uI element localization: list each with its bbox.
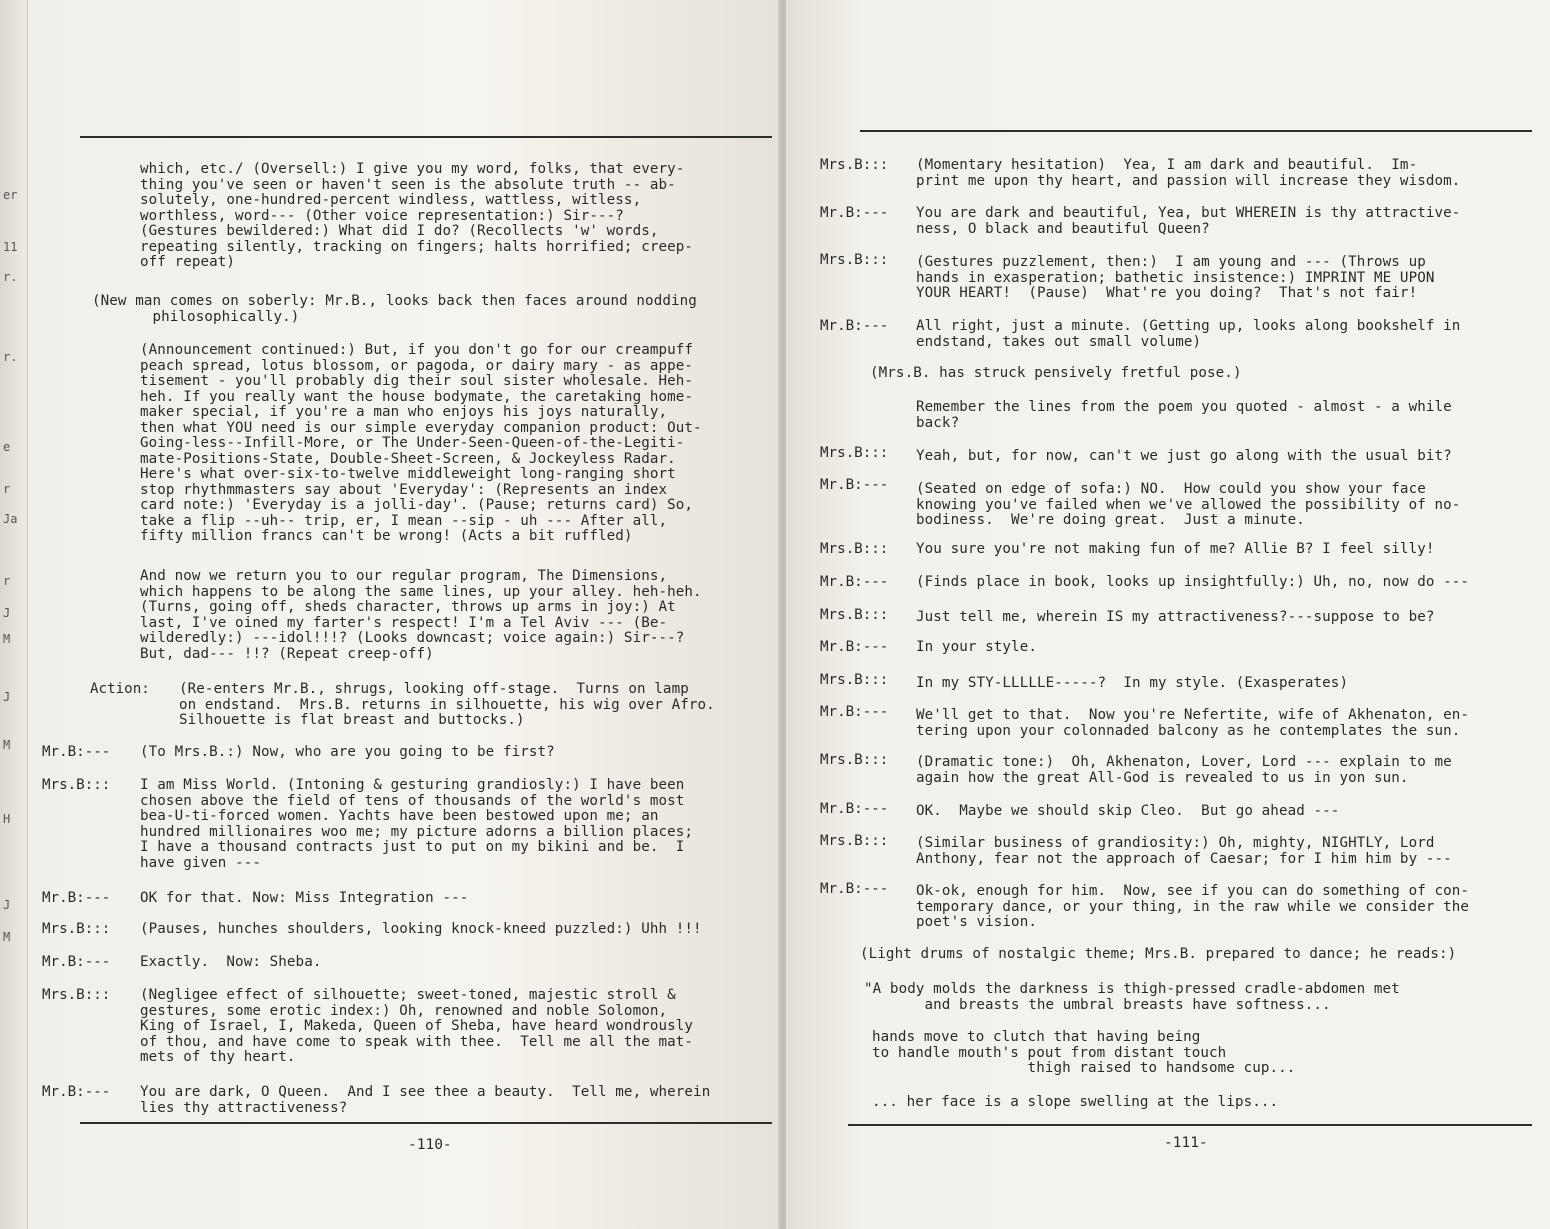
stage-direction: (New man comes on soberly: Mr.B., looks back then faces around nodding philosophically.) bbox=[92, 293, 697, 325]
edge-fragment: 11 bbox=[3, 240, 18, 254]
action-text: (Re-enters Mr.B., shrugs, looking off-stage. Turns on lamp on endstand. Mrs.B. returns in silhouette, his wig over Afro. Silhouette is flat breast and buttocks.) bbox=[179, 681, 715, 728]
edge-fragment: M bbox=[3, 738, 11, 752]
dialogue-line: Just tell me, wherein IS my attractiveness?---suppose to be? bbox=[916, 609, 1435, 625]
edge-fragment: J bbox=[3, 898, 11, 912]
dialogue-line: All right, just a minute. (Getting up, looks along bookshelf in endstand, takes out small volume) bbox=[916, 318, 1461, 350]
stage-direction: (Mrs.B. has struck pensively fretful pose.) bbox=[870, 365, 1242, 381]
speaker-label: Mr.B:--- bbox=[820, 205, 889, 221]
dialogue-line: (Momentary hesitation) Yea, I am dark and beautiful. Im- print me upon thy heart, and passion will increase they wisdom. bbox=[916, 157, 1461, 189]
bottom-rule bbox=[848, 1124, 1532, 1126]
speaker-label: Mrs.B::: bbox=[820, 607, 889, 623]
dialogue-line: Remember the lines from the poem you quoted - almost - a while back? bbox=[916, 399, 1452, 431]
dialogue-line: (Negligee effect of silhouette; sweet-toned, majestic stroll & gestures, some erotic index:) Oh, renowned and noble Solomon, King of Israel, I, Makeda, Queen of Sheba, have heard wondrously of thou, and have come to speak with thee. Tell me all the mat- mets of thy heart. bbox=[140, 987, 694, 1065]
dialogue-line: OK for that. Now: Miss Integration --- bbox=[140, 890, 469, 906]
speaker-label: Mrs.B::: bbox=[820, 833, 889, 849]
announcement-paragraph: (Announcement continued:) But, if you don't go for our creampuff peach spread, lotus blossom, or pagoda, or dairy mary - as appe- tisement - you'll probably dig their soul sister wholesale. Heh- heh. If you really want the house bodymate, the caretaking home- maker special, if you're a man who enjoys his joys naturally, then what YOU need is our simple everyday companion product: Out- Going-less--Infill-More, or The Under-Seen-Queen-of-the-Legiti- mate-Positions-State, Double-Sheet-Screen, & Jockeyless Radar. Here's what over-six-to-twelve middleweight long-ranging short stop rhythmmasters say about 'Everyday': (Represents an index card note:) 'Everyday is a jolli-day'. (Pause; returns card) So, take a flip --uh-- trip, er, I mean --sip - uh --- After all, fifty million francs can't be wrong! (Acts a bit ruffled) bbox=[140, 342, 702, 544]
speaker-label: Mr.B:--- bbox=[820, 318, 889, 334]
speaker-label: Mrs.B::: bbox=[820, 541, 889, 557]
speaker-label: Mr.B:--- bbox=[820, 881, 889, 897]
poem-stanza: hands move to clutch that having being to handle mouth's pout from distant touch thigh raised to handsome cup... bbox=[872, 1029, 1296, 1076]
dialogue-line: In your style. bbox=[916, 639, 1037, 655]
poem-stanza: "A body molds the darkness is thigh-pressed cradle-abdomen met and breasts the umbral breasts have softness... bbox=[864, 981, 1400, 1013]
edge-fragment: r bbox=[3, 482, 11, 496]
dialogue-line: (Dramatic tone:) Oh, Akhenaton, Lover, Lord --- explain to me again how the great All-God is revealed to us in yon sun. bbox=[916, 754, 1452, 786]
speaker-label: Mr.B:--- bbox=[820, 801, 889, 817]
speaker-label: Mrs.B::: bbox=[820, 157, 889, 173]
right-page bbox=[786, 0, 1550, 1229]
dialogue-line: I am Miss World. (Intoning & gesturing grandiosly:) I have been chosen above the field of tens of thousands of the world's most bea-U-ti-forced women. Yachts have been bestowed upon me; an hundred millionaires woo me; my picture adorns a billion places; I have a thousand contracts just to put on my bikini and be. I have given --- bbox=[140, 777, 694, 871]
speaker-label: Mrs.B::: bbox=[42, 921, 111, 937]
previous-page-edge bbox=[0, 0, 28, 1229]
speaker-label: Mr.B:--- bbox=[820, 704, 889, 720]
speaker-label: Mrs.B::: bbox=[820, 752, 889, 768]
dialogue-line: (Finds place in book, looks up insightfully:) Uh, no, now do --- bbox=[916, 574, 1470, 590]
oversell-paragraph: which, etc./ (Oversell:) I give you my word, folks, that every- thing you've seen or haven't seen is the absolute truth -- ab- solutely, one-hundred-percent windless, wattless, witless, worthless, word--- (Other voice representation:) Sir---? (Gestures bewildered:) What did I do? (Recollects 'w' words, repeating silently, tracking on fingers; halts horrified; creep- off repeat) bbox=[140, 161, 694, 270]
return-paragraph: And now we return you to our regular program, The Dimensions, which happens to be along the same lines, up your alley. heh-heh. (Turns, going off, sheds character, throws up arms in joy:) At last, I've oined my farter's respect! I'm a Tel Aviv --- (Be- wilderedly:) ---idol!!!? (Looks downcast; voice again:) Sir---? But, dad--- !!? (Repeat creep-off) bbox=[140, 568, 702, 662]
edge-fragment: J bbox=[3, 690, 11, 704]
edge-fragment: M bbox=[3, 930, 11, 944]
speaker-label: Mr.B:--- bbox=[42, 1084, 111, 1100]
dialogue-line: Yeah, but, for now, can't we just go along with the usual bit? bbox=[916, 448, 1452, 464]
edge-fragment: er bbox=[3, 188, 18, 202]
dialogue-line: You are dark and beautiful, Yea, but WHEREIN is thy attractive- ness, O black and beautiful Queen? bbox=[916, 205, 1461, 237]
speaker-label: Mr.B:--- bbox=[42, 744, 111, 760]
dialogue-line: You are dark, O Queen. And I see thee a beauty. Tell me, wherein lies thy attractiveness? bbox=[140, 1084, 711, 1116]
dialogue-line: We'll get to that. Now you're Nefertite, wife of Akhenaton, en- tering upon your colonnaded balcony as he contemplates the sun. bbox=[916, 707, 1470, 739]
speaker-label: Mr.B:--- bbox=[820, 574, 889, 590]
edge-fragment: r. bbox=[3, 350, 18, 364]
speaker-label: Mr.B:--- bbox=[42, 954, 111, 970]
bottom-rule bbox=[80, 1122, 772, 1124]
left-page bbox=[28, 0, 780, 1229]
page-number: -110- bbox=[408, 1137, 452, 1153]
speaker-label: Mr.B:--- bbox=[820, 477, 889, 493]
speaker-label: Mr.B:--- bbox=[42, 890, 111, 906]
edge-fragment: H bbox=[3, 812, 11, 826]
dialogue-line: (Seated on edge of sofa:) NO. How could you show your face knowing you've failed when we've allowed the possibility of no- bodiness. We're doing great. Just a minute. bbox=[916, 481, 1461, 528]
dialogue-line: (Gestures puzzlement, then:) I am young and --- (Throws up hands in exasperation; bathetic insistence:) IMPRINT ME UPON YOUR HEART! (Pause) What're you doing? That's not fair! bbox=[916, 254, 1435, 301]
action-label: Action: bbox=[90, 681, 150, 697]
top-rule bbox=[860, 130, 1532, 132]
edge-fragment: M bbox=[3, 632, 11, 646]
dialogue-line: You sure you're not making fun of me? Allie B? I feel silly! bbox=[916, 541, 1435, 557]
speaker-label: Mrs.B::: bbox=[820, 252, 889, 268]
dialogue-line: In my STY-LLLLLE-----? In my style. (Exasperates) bbox=[916, 675, 1349, 691]
dialogue-line: Exactly. Now: Sheba. bbox=[140, 954, 322, 970]
edge-fragment: e bbox=[3, 440, 11, 454]
page-number: -111- bbox=[1164, 1135, 1208, 1151]
speaker-label: Mr.B:--- bbox=[820, 639, 889, 655]
dialogue-line: Ok-ok, enough for him. Now, see if you can do something of con- temporary dance, or your thing, in the raw while we consider the poet's vision. bbox=[916, 883, 1470, 930]
edge-fragment: Ja bbox=[3, 512, 18, 526]
edge-fragment: r bbox=[3, 574, 11, 588]
edge-fragment: r. bbox=[3, 270, 18, 284]
speaker-label: Mrs.B::: bbox=[820, 672, 889, 688]
dialogue-line: (Pauses, hunches shoulders, looking knock-kneed puzzled:) Uhh !!! bbox=[140, 921, 702, 937]
speaker-label: Mrs.B::: bbox=[820, 445, 889, 461]
poem-stanza: ... her face is a slope swelling at the lips... bbox=[872, 1094, 1279, 1110]
speaker-label: Mrs.B::: bbox=[42, 987, 111, 1003]
top-rule bbox=[80, 136, 772, 138]
speaker-label: Mrs.B::: bbox=[42, 777, 111, 793]
stage-direction: (Light drums of nostalgic theme; Mrs.B. prepared to dance; he reads:) bbox=[860, 946, 1457, 962]
dialogue-line: (Similar business of grandiosity:) Oh, mighty, NIGHTLY, Lord Anthony, fear not the approach of Caesar; for I him him by --- bbox=[916, 835, 1452, 867]
dialogue-line: OK. Maybe we should skip Cleo. But go ahead --- bbox=[916, 803, 1340, 819]
dialogue-line: (To Mrs.B.:) Now, who are you going to be first? bbox=[140, 744, 555, 760]
edge-fragment: J bbox=[3, 606, 11, 620]
